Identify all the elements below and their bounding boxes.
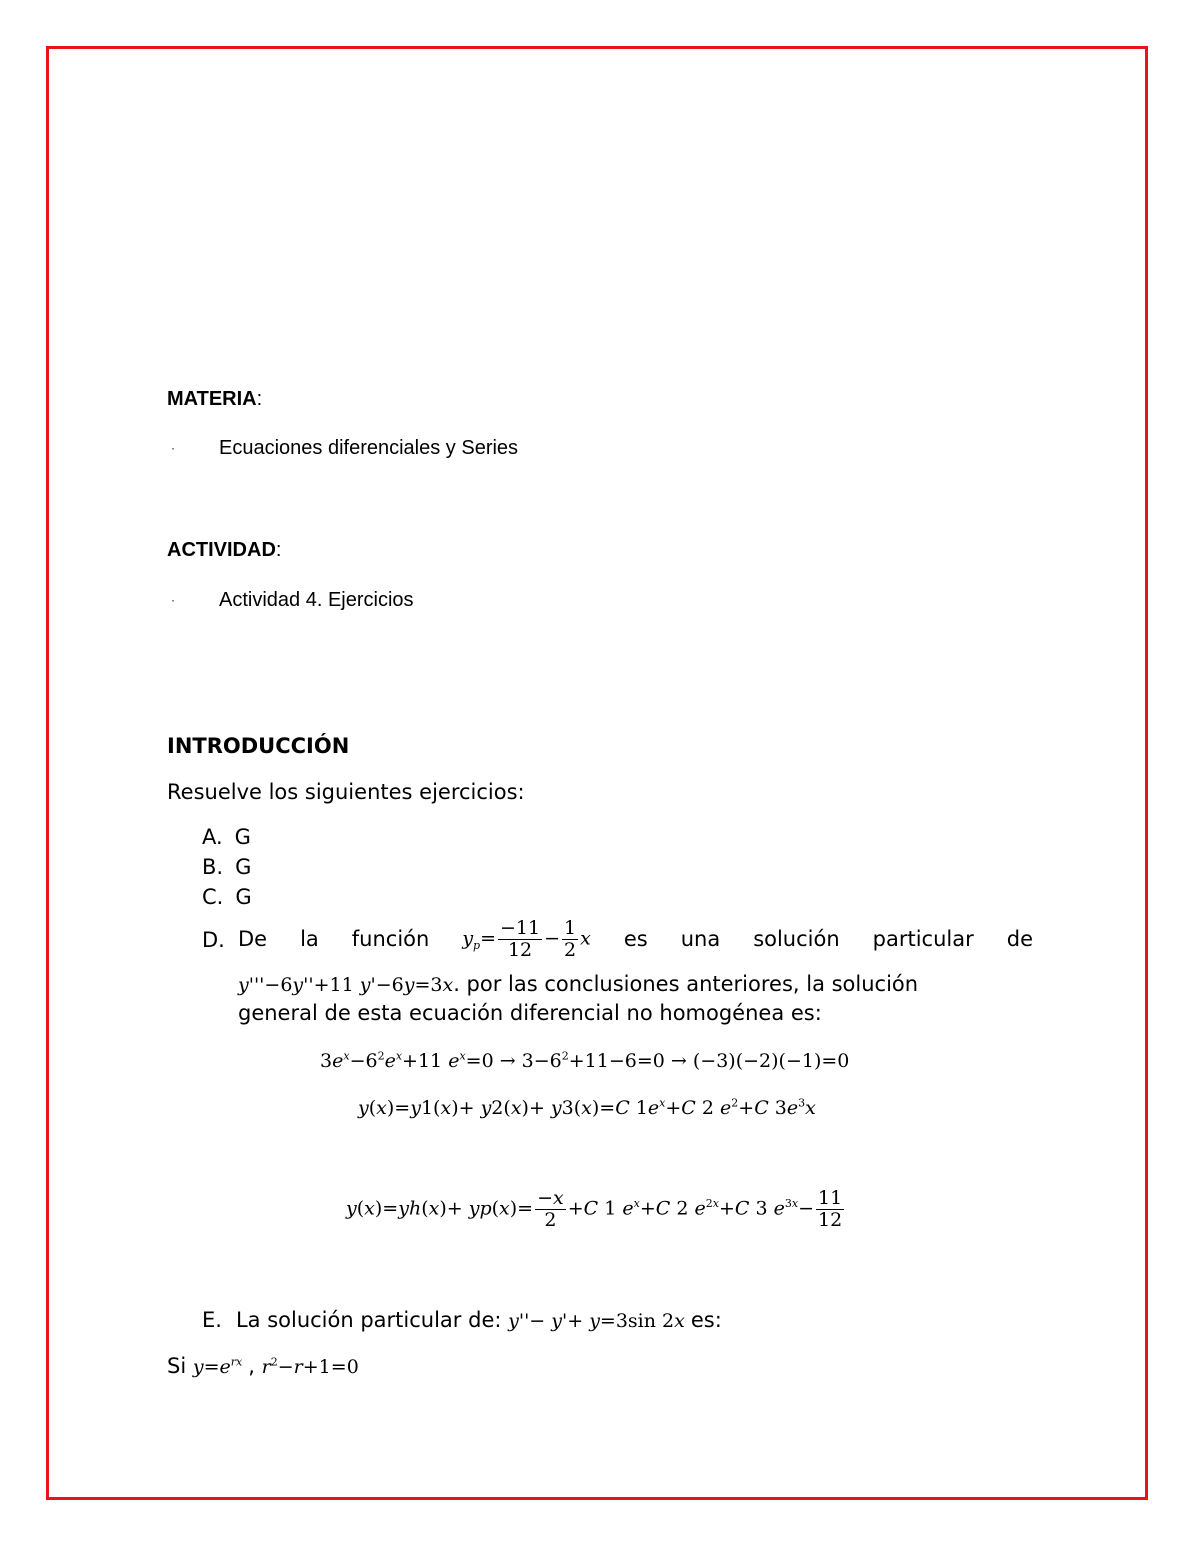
trial-solution: $y=e^{rx}$	[192, 1355, 243, 1378]
general-solution-complete: y(x)=yh(x)+ yp(x)= $\frac{-x}{2}$ +C 1 $e^x+C$ 2 $e^{2x}+C$ 3 $e^{3x}-$ $\frac{11}{12}$	[346, 1187, 843, 1231]
characteristic-polynomial: $r^2-r+1=0$	[261, 1355, 359, 1378]
materia-label: MATERIA:	[167, 388, 263, 410]
ode-e-equation: y''− y'+ y=3sin 2x	[508, 1310, 691, 1332]
ode-equation: y'''−6y''+11 y'−6y=3x	[238, 974, 454, 996]
list-item-d-marker: D.	[202, 928, 225, 952]
list-item: A. G	[202, 825, 251, 849]
characteristic-equation: $3e^x-6^2e^x+11$ $e^x=0 \to 3-6^2+11-6=0 \to (-3)(-2)(-1)=0$	[320, 1049, 850, 1072]
list-item-d-line1: De la función $y_p=$ $\frac{-11}{12}$ − $\frac{1}{2}$ x es una solución particular de	[238, 917, 1033, 961]
materia-bullet: ·	[171, 441, 175, 455]
yp-equation: $y_p=$ $\frac{-11}{12}$ − $\frac{1}{2}$ x	[462, 917, 591, 961]
actividad-value: Actividad 4. Ejercicios	[219, 589, 414, 611]
closing-line: Si $y=e^{rx}$ , $r^2-r+1=0$	[167, 1354, 359, 1378]
intro-prompt: Resuelve los siguientes ejercicios:	[167, 780, 525, 804]
general-solution-homogeneous: y(x)=y1(x)+ y2(x)+ y3(x)=C $1e^x+C$ 2 $e^2+C$ $3e^3x$	[358, 1096, 816, 1119]
intro-heading: INTRODUCCIÓN	[167, 734, 350, 758]
actividad-bullet: ·	[171, 593, 175, 607]
actividad-label: ACTIVIDAD:	[167, 539, 282, 561]
list-item-d-line3: general de esta ecuación diferencial no homogénea es:	[238, 1001, 822, 1025]
page-border-frame	[46, 46, 1148, 1500]
materia-value: Ecuaciones diferenciales y Series	[219, 437, 519, 459]
list-item: B. G	[202, 855, 252, 879]
list-item-e: E. La solución particular de: y''− y'+ y=3sin 2x es:	[202, 1308, 722, 1332]
list-item: C. G	[202, 885, 252, 909]
list-item-d-line2: y'''−6y''+11 y'−6y=3x. por las conclusiones anteriores, la solución	[238, 972, 919, 996]
